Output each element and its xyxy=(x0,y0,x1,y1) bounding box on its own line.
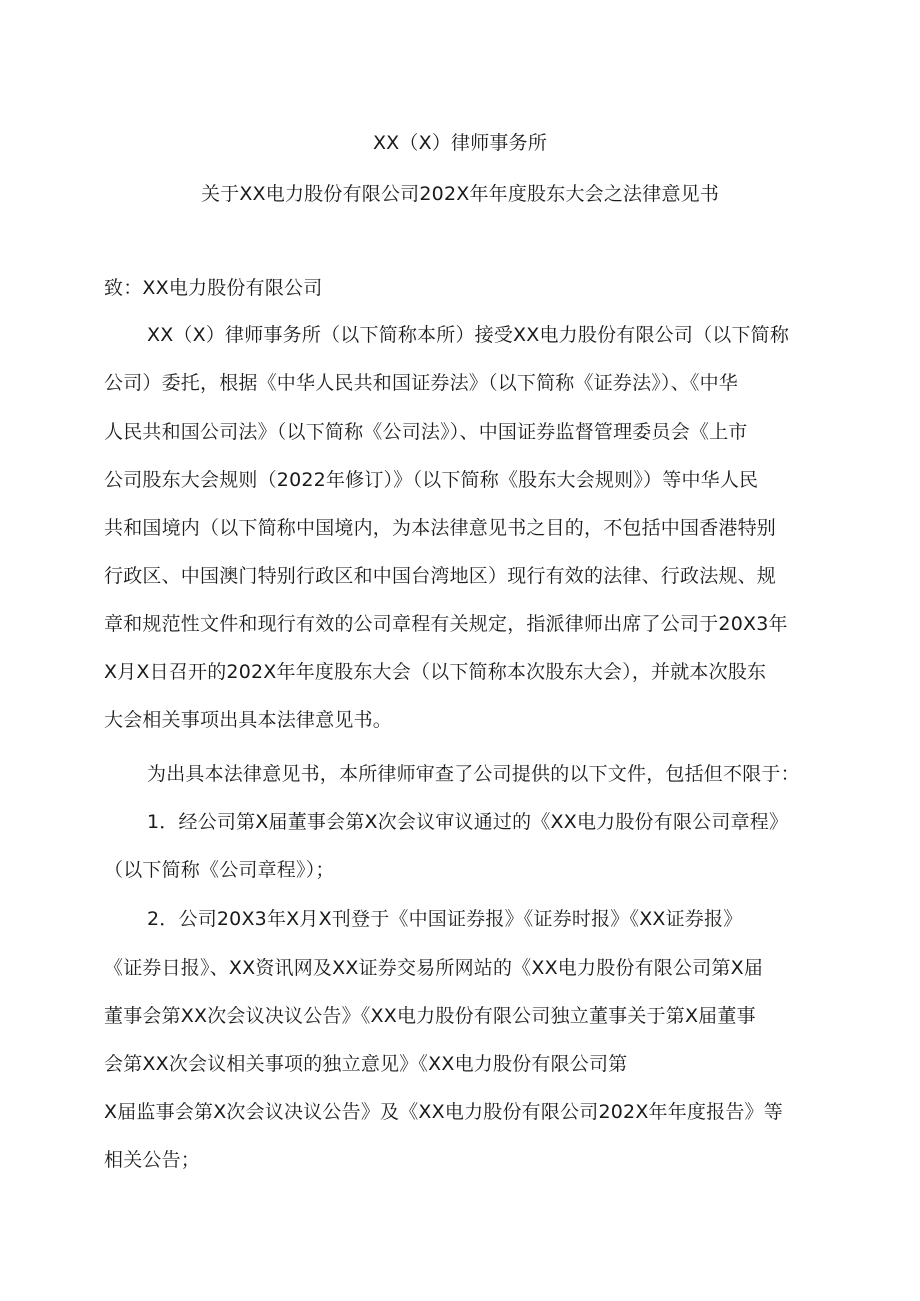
paragraph-line: 共和国境内（以下简称中国境内，为本法律意见书之目的，不包括中国香港特别 xyxy=(104,517,777,539)
list-item-line: X届监事会第X次会议决议公告》及《XX电力股份有限公司202X年年度报告》等 xyxy=(104,1101,783,1123)
list-item-line: 1．经公司第X届董事会第X次会议审议通过的《XX电力股份有限公司章程》 xyxy=(147,811,789,833)
paragraph-line: 人民共和国公司法》（以下简称《公司法》）、中国证券监督管理委员会《上市 xyxy=(104,421,748,443)
paragraph-line: 大会相关事项出具本法律意见书。 xyxy=(104,709,393,731)
paragraph-line: 为出具本法律意见书，本所律师审查了公司提供的以下文件，包括但不限于： xyxy=(147,763,800,785)
list-item-line: 董事会第XX次会议决议公告》《XX电力股份有限公司独立董事关于第X届董事 xyxy=(104,1005,756,1027)
addressee: 致：XX电力股份有限公司 xyxy=(104,277,323,299)
paragraph-line: 行政区、中国澳门特别行政区和中国台湾地区）现行有效的法律、行政法规、规 xyxy=(104,565,777,587)
list-item-line: 《证券日报》、XX资讯网及XX证券交易所网站的《XX电力股份有限公司第X届 xyxy=(104,957,764,979)
paragraph-line: 公司股东大会规则（2022年修订）》（以下简称《股东大会规则》）等中华人民 xyxy=(104,469,759,491)
paragraph-line: X月X日召开的202X年年度股东大会（以下简称本次股东大会），并就本次股东 xyxy=(104,661,767,683)
list-item-line: 相关公告； xyxy=(104,1149,201,1171)
list-item-line: （以下简称《公司章程》）； xyxy=(104,859,335,881)
paragraph-line: 章和规范性文件和现行有效的公司章程有关规定，指派律师出席了公司于20X3年 xyxy=(104,613,788,635)
document-title: 关于XX电力股份有限公司202X年年度股东大会之法律意见书 xyxy=(200,183,720,205)
paragraph-line: 公司）委托，根据《中华人民共和国证券法》（以下简称《证券法》）、《中华 xyxy=(104,372,739,394)
list-item-line: 2．公司20X3年X月X刊登于《中国证券报》《证券时报》《XX证券报》 xyxy=(147,908,743,930)
paragraph-line: XX（X）律师事务所（以下简称本所）接受XX电力股份有限公司（以下简称 xyxy=(147,324,790,346)
list-item-line: 会第XX次会议相关事项的独立意见》《XX电力股份有限公司第 xyxy=(104,1053,628,1075)
law-firm-name: XX（X）律师事务所 xyxy=(372,132,548,154)
